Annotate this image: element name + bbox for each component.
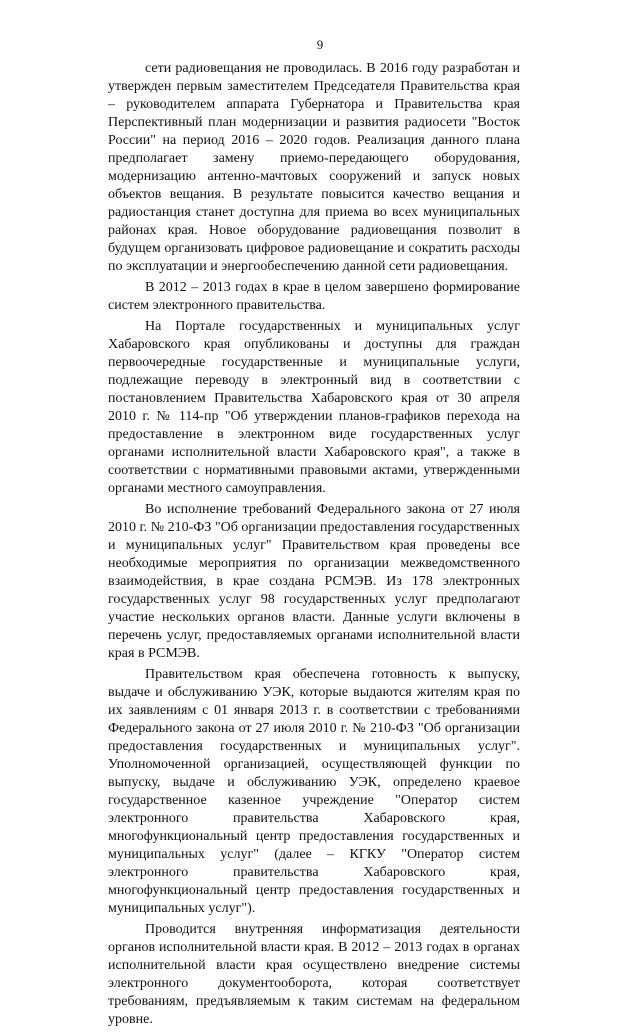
paragraph-interagency-interaction: Во исполнение требований Федерального закона от 27 июля 2010 г. № 210-ФЗ "Об организации предоставления государственных и муниципальных услуг" Правительством края проведены все необходимые мероприятия по организации межведомственного взаимодействия, в крае создана РСМЭВ. Из 178 электронных государственных услуг 98 государственных услуг предполагают участие нескольких органов власти. Данные услуги включены в перечень услуг, предоставляемых органами исполнительной власти края в РСМЭВ. [108,502,520,661]
paragraph-uek-cards: Правительством края обеспечена готовность к выпуску, выдаче и обслуживанию УЭК, которые выдаются жителям края по их заявлениям с 01 января 2013 г. в соответствии с требованиями Федерального закона от 27 июля 2010 г. № 210-ФЗ "Об организации предоставления государственных и муниципальных услуг". Уполномоченной организацией, осуществляющей функции по выпуску, выдаче и обслуживанию УЭК, определено краевое государственное казенное учреждение "Оператор систем электронного правительства Хабаровского края, многофункциональный центр предоставления государственных и муниципальных услуг" (далее – КГКУ "Оператор систем электронного правительства Хабаровского края, многофункциональный центр предоставления государственных и муниципальных услуг"). [108,667,520,916]
paragraph-radio-network: сети радиовещания не проводилась. В 2016 году разработан и утвержден первым заместителем Председателя Правительства края – руководителем аппарата Губернатора и Правительства края Перспективный план модернизации и развития радиосети "Восток России" на период 2016 – 2020 годов. Реализация данного плана предполагает замену приемо-передающего оборудования, модернизацию антенно-мачтовых сооружений и запуск новых объектов вещания. В результате повысится качество вещания и радиостанция станет доступна для приема во всех муниципальных районах края. Новое оборудование радиовещания позволит в будущем организовать цифровое радиовещание и сократить расходы по эксплуатации и энергообеспечению данной сети радиовещания. [108,61,520,274]
paragraph-e-government: В 2012 – 2013 годах в крае в целом завершено формирование систем электронного правительства. [108,280,520,313]
page-number: 9 [316,37,324,52]
document-body [108,60,520,1032]
paragraph-internal-informatization: Проводится внутренняя информатизация деятельности органов исполнительной власти края. В 2012 – 2013 годах в органах исполнительной власти края осуществлено внедрение системы электронного документооборота, которая соответствует требованиям, предъявляемым к таким системам на федеральном уровне. [108,922,520,1027]
paragraph-services-portal: На Портале государственных и муниципальных услуг Хабаровского края опубликованы и доступны для граждан первоочередные государственные и муниципальные услуги, подлежащие переводу в электронный вид в соответствии с постановлением Правительства Хабаровского края от 30 апреля 2010 г. № 114-пр "Об утверждении планов-графиков перехода на предоставление в электронном виде государственных услуг органами исполнительной власти Хабаровского края", а также в соответствии с нормативными правовыми актами, утвержденными органами местного самоуправления. [108,319,520,496]
